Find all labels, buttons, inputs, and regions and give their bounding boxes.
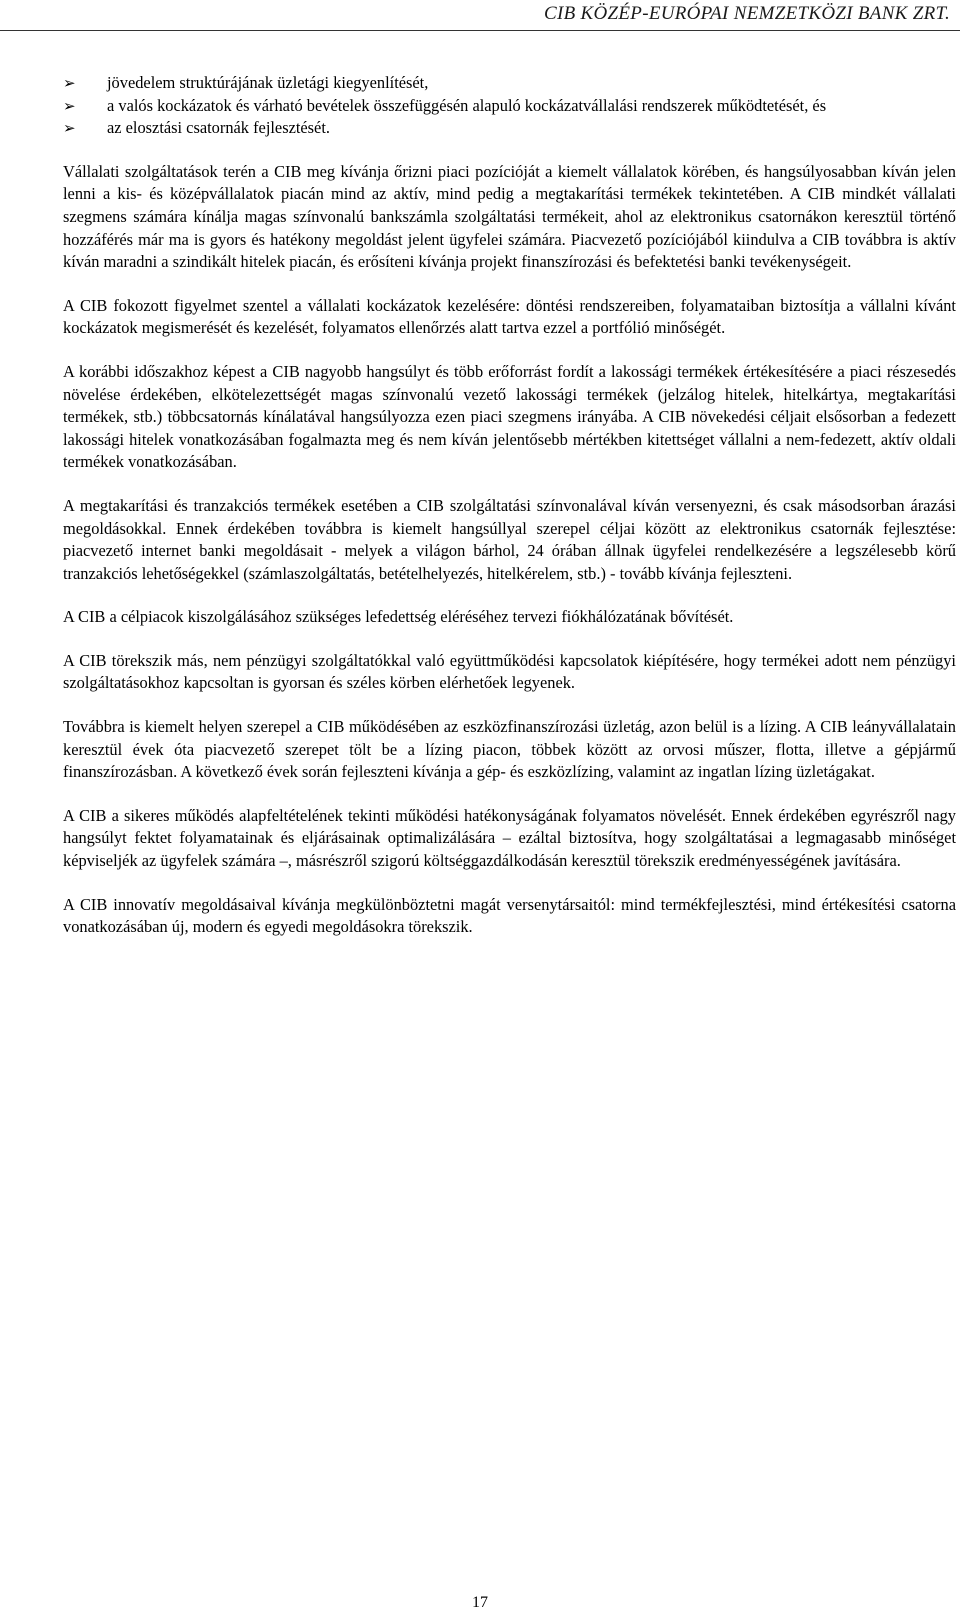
paragraph-partnerships: A CIB törekszik más, nem pénzügyi szolgáltatókkal való együttműködési kapcsolatok kiépítésére, hogy termékei adott nem pénzügyi szolgáltatásokhoz kapcsoltan is gyorsan és széles körben elérhetőek legyenek.	[63, 650, 956, 693]
paragraph-retail-products: A korábbi időszakhoz képest a CIB nagyobb hangsúlyt és több erőforrást fordít a lakossági termékek értékesítésére a piaci részesedés növelése érdekében, elkötelezettségét magas színvonalú vezető lakossági termékek (jelzálog hitelek, hitelkártya, megtakarítási termékek, stb.) többcsatornás kínálatával hangsúlyozza ezen piaci szegmens irányába. A CIB növekedési céljait elsősorban a fedezett lakossági hitelek vonatkozásában fogalmazta meg és nem kíván jelentősebb mértékben kitettséget vállalni a nem-fedezett, aktív oldali termékek vonatkozásában.	[63, 361, 956, 472]
arrowhead-bullet-icon: ➢	[63, 96, 76, 115]
paragraph-efficiency: A CIB a sikeres működés alapfeltételének tekinti működési hatékonyságának folyamatos növelését. Ennek érdekében egyrészről nagy hangsúlyt fektet folyamatainak és eljárásainak optimalizálására – ezáltal biztosítva, hogy szolgáltatásai a legmagasabb minőséget képviseljék az ügyfelek számára –, másrészről szigorú költséggazdálkodásán keresztül törekszik eredményességének javítására.	[63, 805, 956, 871]
paragraph-leasing: Továbbra is kiemelt helyen szerepel a CIB működésében az eszközfinanszírozási üzletág, azon belül is a lízing. A CIB leányvállalatain keresztül évek óta piacvezető szerepet tölt be a lízing piacon, többek között az orvosi műszer, flotta, illetve a gépjármű finanszírozásban. A következő évek során fejleszteni kívánja a gép- és eszközlízing, valamint az ingatlan lízing üzletágakat.	[63, 717, 956, 782]
paragraph-branch-network: A CIB a célpiacok kiszolgálásához szükséges lefedettség eléréséhez tervezi fiókhálózatának bővítését.	[63, 607, 734, 627]
paragraph-corporate-services: Vállalati szolgáltatások terén a CIB meg kívánja őrizni piaci pozícióját a kiemelt vállalatok körében, és hangsúlyosabban kíván jelen lenni a kis- és középvállalatok piacán mind az aktív, mind pedig a megtakarítási termékek tekintetében. A CIB mindkét vállalati szegmens számára kínálja magas színvonalú bankszámla szolgáltatási termékeit, ahol az elektronikus csatornákon keresztül történő hozzáférés már ma is gyors és hatékony megoldást jelent ügyfelei számára. Piacvezető pozíciójából kiindulva a CIB továbbra is aktív kíván maradni a szindikált hitelek piacán, és erősíteni kívánja projekt finanszírozási és befektetési banki tevékenységeit.	[63, 161, 956, 272]
paragraph-risk-management: A CIB fokozott figyelmet szentel a vállalati kockázatok kezelésére: döntési rendszereiben, folyamataiban biztosítja a vállalni kívánt kockázatok megismerését és kezelését, folyamatos ellenőrzés alatt tartva ezzel a portfólió minőségét.	[63, 295, 956, 338]
list-item	[63, 117, 956, 140]
list-item	[63, 95, 956, 118]
arrowhead-bullet-icon: ➢	[63, 119, 76, 138]
list-item-text: az elosztási csatornák fejlesztését.	[107, 118, 330, 138]
paragraph-innovation: A CIB innovatív megoldásaival kívánja megkülönböztetni magát versenytársaitól: mind termékfejlesztési, mind értékesítési csatorna vonatkozásában új, modern és egyedi megoldásokra törekszik.	[63, 894, 956, 937]
page-header	[0, 0, 960, 31]
list-item	[63, 72, 956, 95]
list-item-text: jövedelem struktúrájának üzletági kiegyenlítését,	[107, 73, 429, 92]
bullet-list	[63, 72, 956, 140]
header-title: CIB KÖZÉP-EURÓPAI NEMZETKÖZI BANK ZRT.	[543, 3, 950, 24]
page-number: 17	[472, 1594, 488, 1611]
document-body	[63, 72, 956, 960]
list-item-text: a valós kockázatok és várható bevételek összefüggésén alapuló kockázatvállalási rendszerek működtetését, és	[107, 95, 827, 115]
arrowhead-bullet-icon: ➢	[63, 74, 76, 92]
paragraph-savings-transactions: A megtakarítási és tranzakciós termékek esetében a CIB szolgáltatási színvonalával kíván versenyezni, és csak másodsorban árazási megoldásokkal. Ennek érdekében továbbra is kiemelt hangsúllyal szerepel céljai között az elektronikus csatornák fejlesztése: piacvezető internet banki megoldásait - melyek a világon bárhol, 24 órában állnak ügyfelei rendelkezésére a legszélesebb körű tranzakciós lehetőségekkel (számlaszolgáltatás, betételhelyezés, hitelkérelem, stb.) - tovább kívánja fejleszteni.	[63, 495, 956, 583]
